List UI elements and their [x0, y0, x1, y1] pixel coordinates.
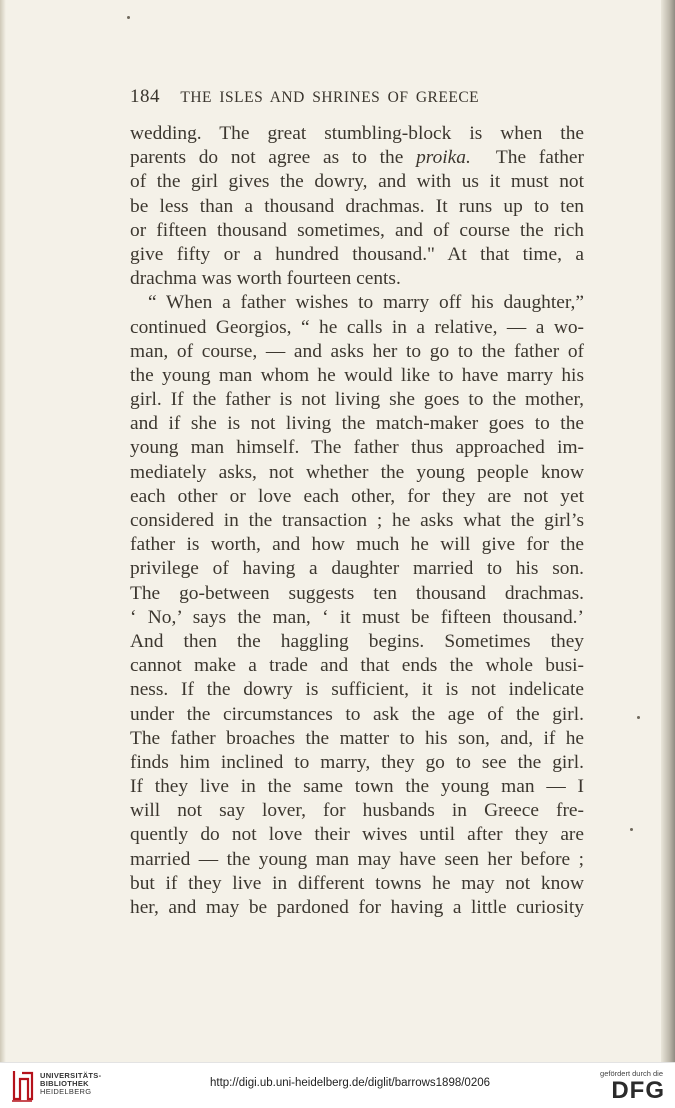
text-line: of the girl gives the dowry, and with us it must not: [130, 171, 584, 193]
text-line: give fifty or a hundred thousand." At that time, a: [130, 243, 584, 265]
page-edge-shadow: [661, 0, 675, 1062]
text-line: considered in the transaction ; he asks what the girl’s: [130, 510, 584, 531]
running-title: THE ISLES AND SHRINES OF GREECE: [180, 89, 480, 106]
text-line: young man himself. The father thus approached im-: [130, 437, 584, 459]
text-line: The go-between suggests ten thousand drachmas.: [130, 582, 584, 604]
italic-word: proika.: [416, 147, 471, 169]
text-line: be less than a thousand drachmas. It runs up to ten: [130, 195, 584, 217]
text-line: cannot make a trade and that ends the whole busi-: [130, 655, 584, 677]
library-name-line: UNIVERSITÄTS-: [40, 1071, 102, 1080]
funded-by-label: gefördert durch die: [600, 1069, 663, 1078]
footer-bar: [0, 1062, 675, 1108]
body-text: [130, 122, 584, 920]
library-name-line: BIBLIOTHEK: [40, 1079, 89, 1088]
running-head: [130, 86, 580, 110]
text-line: the young man whom he would like to have marry his: [130, 364, 584, 386]
text-line: drachma was worth fourteen cents.: [130, 268, 401, 290]
text-line: her, and may be pardoned for having a little curiosity: [130, 897, 584, 918]
library-name: [40, 1072, 120, 1096]
text-line: privilege of having a daughter married to his son.: [130, 558, 584, 580]
text-line: The father broaches the matter to his son, and, if he: [130, 727, 584, 749]
text-line: ness. If the dowry is sufficient, it is not indelicate: [130, 679, 584, 701]
text-line: finds him inclined to marry, they go to see the girl.: [130, 751, 584, 773]
text-segment: The father: [470, 147, 584, 169]
spine-shadow: [0, 0, 6, 1062]
text-line: “ When a father wishes to marry off his daughter,”: [148, 292, 584, 314]
heidelberg-library-logo-icon: [10, 1069, 34, 1103]
text-line: continued Georgios, “ he calls in a relative, — a wo-: [130, 316, 584, 338]
permalink-url[interactable]: http://digi.ub.uni-heidelberg.de/diglit/barrows1898/0206: [209, 1077, 491, 1089]
text-line: mediately asks, not whether the young people know: [130, 461, 584, 483]
text-line: each other or love each other, for they are not yet: [130, 485, 584, 507]
text-line: If they live in the same town the young man — I: [130, 776, 584, 798]
text-line: father is worth, and how much he will give for the: [130, 534, 584, 556]
text-segment: parents do not agree as to the: [130, 147, 417, 169]
text-line: ‘ No,’ says the man, ‘ it must be fifteen thousand.’: [130, 606, 584, 628]
text-line: quently do not love their wives until after they are: [130, 824, 584, 846]
text-line: girl. If the father is not living she goes to the mother,: [130, 389, 584, 411]
text-line: will not say lover, for husbands in Greece fre-: [130, 800, 584, 822]
paper-speck: [637, 716, 640, 719]
library-name-line: HEIDELBERG: [40, 1087, 92, 1096]
text-line: under the circumstances to ask the age of the girl.: [130, 703, 584, 725]
text-line: And then the haggling begins. Sometimes they: [130, 630, 584, 652]
text-line: man, of course, — and asks her to go to the father of: [130, 340, 584, 362]
paper-speck: [127, 16, 130, 19]
paper-speck: [630, 828, 633, 831]
text-line: married — the young man may have seen her before ;: [130, 848, 584, 870]
dfg-logo-icon: DFG: [611, 1077, 665, 1104]
text-line: wedding. The great stumbling-block is when the: [130, 123, 584, 144]
page-number: 184: [130, 86, 160, 107]
text-line: and if she is not living the match-maker goes to the: [130, 413, 584, 435]
text-line: but if they live in different towns he may not know: [130, 872, 584, 894]
text-line: [130, 146, 584, 170]
text-line: or fifteen thousand sometimes, and of course the rich: [130, 219, 584, 241]
